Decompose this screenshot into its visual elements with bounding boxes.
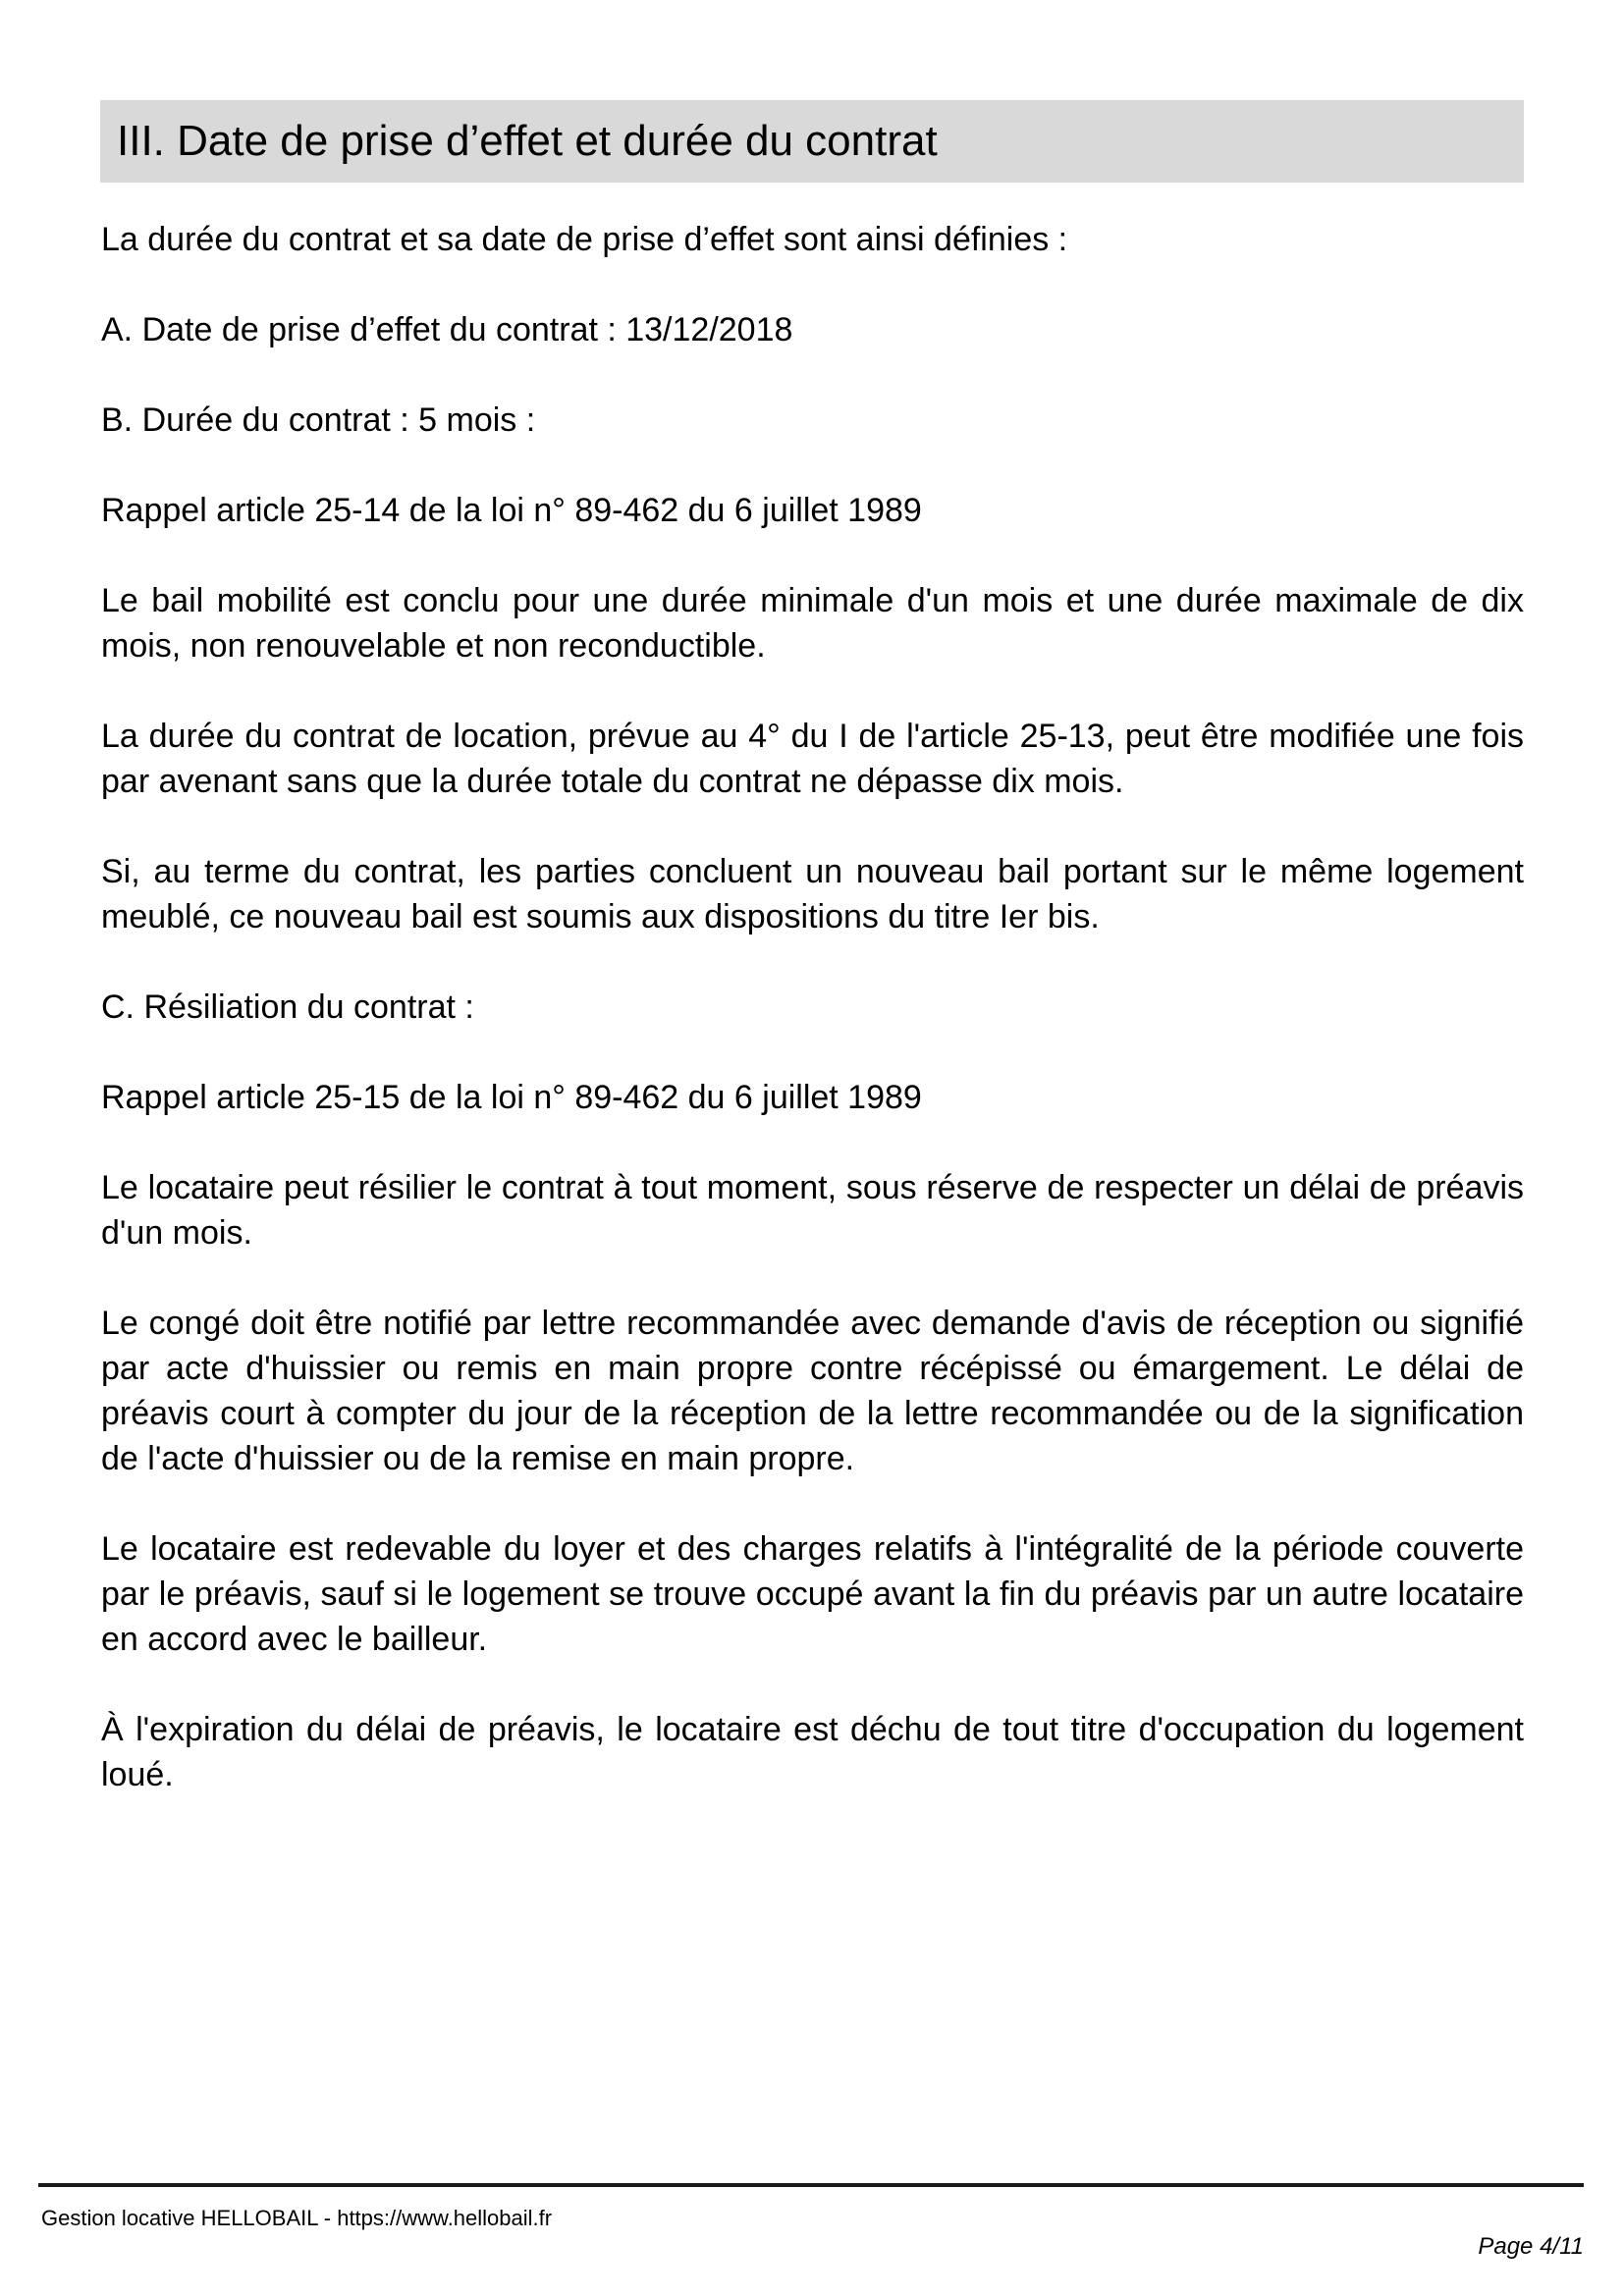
paragraph-item-b: B. Durée du contrat : 5 mois : [101,401,536,439]
paragraph-duree-location: La durée du contrat de location, prévue au 4° du I de l'article 25-13, peut être modifiée une fois par avenant sans que la durée totale du contrat ne dépasse dix mois. [101,718,1524,800]
paragraph-bail-mobilite: Le bail mobilité est conclu pour une durée minimale d'un mois et une durée maximale de dix mois, non renouvelable et non reconductible. [101,582,1524,665]
section-header-title: III. Date de prise d’effet et durée du contrat [100,100,1524,183]
paragraph-conge-notification: Le congé doit être notifié par lettre recommandée avec demande d'avis de réception ou signifié par acte d'huissier ou remis en main propre contre récépissé ou émargement. Le délai de préavis court à compter du jour de la réception de la lettre recommandée ou de la signification de l'acte d'huissier ou de la remise en main propre. [101,1305,1524,1477]
paragraph-item-a: A. Date de prise d’effet du contrat : 13/12/2018 [101,311,793,348]
document-body [101,217,1524,1842]
paragraph-rappel-25-14: Rappel article 25-14 de la loi n° 89-462 du 6 juillet 1989 [101,492,922,529]
footer-branding: Gestion locative HELLOBAIL - https://www.hellobail.fr [41,2206,553,2230]
paragraph-loyer-charges: Le locataire est redevable du loyer et des charges relatifs à l'intégralité de la période couverte par le préavis, sauf si le logement se trouve occupé avant la fin du préavis par un autre locataire en accord avec le bailleur. [101,1530,1524,1658]
paragraph-rappel-25-15: Rappel article 25-15 de la loi n° 89-462 du 6 juillet 1989 [101,1079,922,1116]
paragraph-intro: La durée du contrat et sa date de prise d’effet sont ainsi définies : [101,221,1068,258]
paragraph-expiration-preavis: À l'expiration du délai de préavis, le locataire est déchu de tout titre d'occupation du logement loué. [101,1711,1524,1793]
paragraph-item-c: C. Résiliation du contrat : [101,988,474,1026]
footer-divider [38,2183,1584,2187]
paragraph-resiliation-locataire: Le locataire peut résilier le contrat à tout moment, sous réserve de respecter un délai de préavis d'un mois. [101,1169,1524,1252]
paragraph-nouveau-bail: Si, au terme du contrat, les parties concluent un nouveau bail portant sur le même logement meublé, ce nouveau bail est soumis aux dispositions du titre Ier bis. [101,853,1524,935]
page-number: Page 4/11 [1478,2233,1584,2260]
